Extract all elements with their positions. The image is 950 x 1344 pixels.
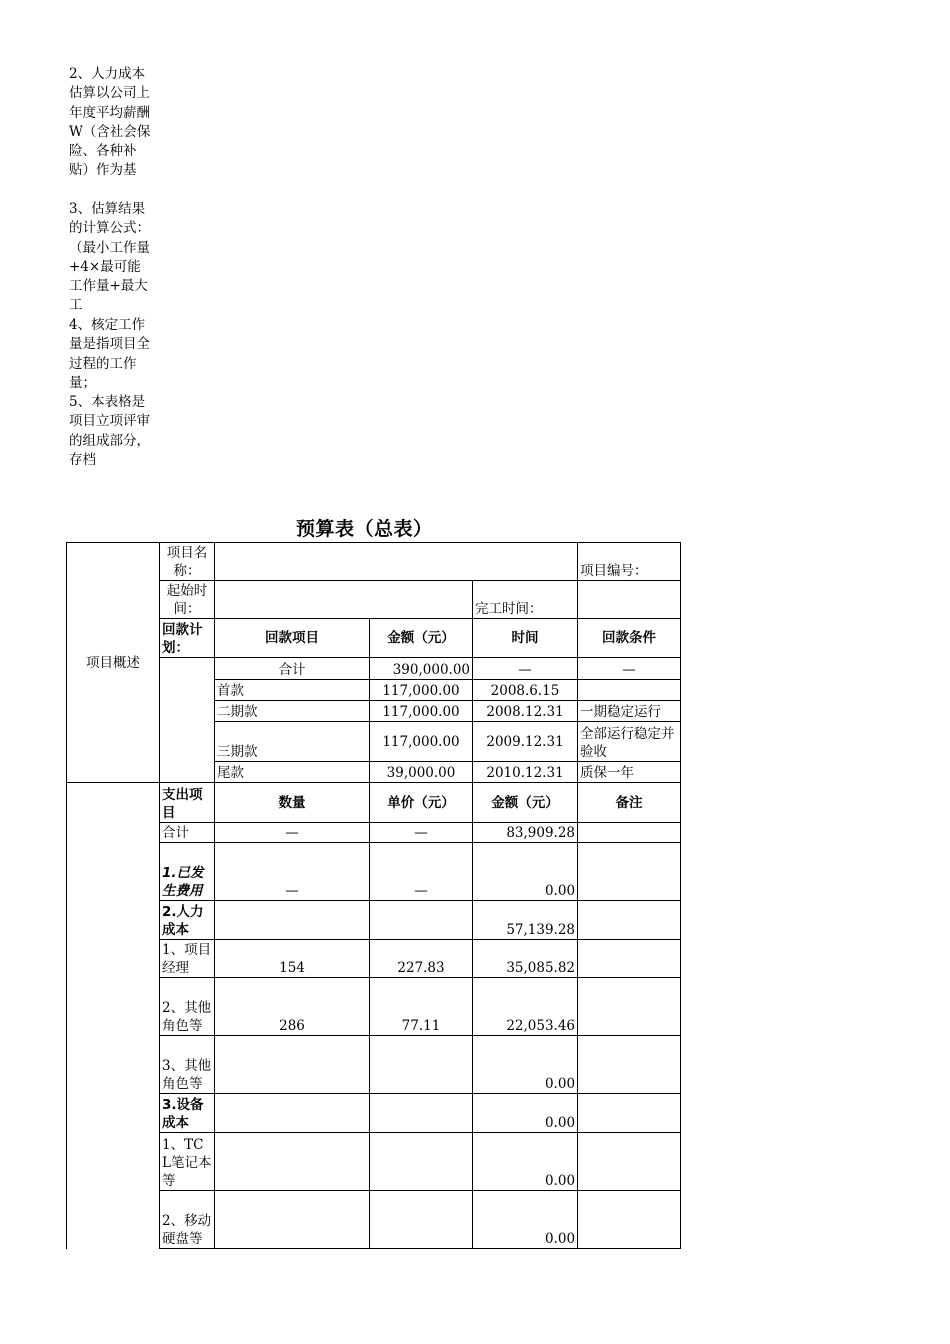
payment-amount: 117,000.00 — [370, 722, 473, 762]
payment-amount: 390,000.00 — [370, 658, 473, 680]
table-row — [67, 940, 681, 978]
payment-time: 2009.12.31 — [473, 722, 578, 762]
payment-amount: 39,000.00 — [370, 762, 473, 783]
payment-cond — [578, 680, 681, 701]
project-name-label: 项目名称： — [160, 543, 215, 581]
payment-plan-label: 回款计划： — [160, 619, 215, 658]
table-row — [67, 1036, 681, 1094]
payment-item: 三期款 — [215, 722, 370, 762]
note-5: 5、本表格是项目立项评审的组成部分，存档 — [69, 394, 150, 468]
payment-time: 2010.12.31 — [473, 762, 578, 783]
table-row — [67, 901, 681, 940]
expense-item: 2.人力成本 — [160, 901, 215, 940]
expense-note — [578, 1036, 681, 1094]
expense-price — [370, 1094, 473, 1133]
expense-qty — [215, 1036, 370, 1094]
expense-amount: 83,909.28 — [473, 823, 578, 843]
payment-col-amount: 金额（元） — [370, 619, 473, 658]
expense-qty — [215, 1191, 370, 1249]
payment-cond: 一期稳定运行 — [578, 701, 681, 722]
expense-amount: 0.00 — [473, 1094, 578, 1133]
expense-amount: 22,053.46 — [473, 978, 578, 1036]
payment-time: 2008.12.31 — [473, 701, 578, 722]
payment-blank-cell — [160, 658, 215, 783]
project-name-value[interactable] — [215, 543, 578, 581]
expense-item: 2、移动硬盘等 — [160, 1191, 215, 1249]
expense-item: 合计 — [160, 823, 215, 843]
expense-amount: 0.00 — [473, 1133, 578, 1191]
expense-note — [578, 901, 681, 940]
payment-header-row — [67, 619, 681, 658]
expense-amount: 0.00 — [473, 1191, 578, 1249]
note-2: 2、人力成本估算以公司上年度平均薪酬W（含社会保险、各种补贴）作为基 — [69, 66, 151, 179]
expense-price: 227.83 — [370, 940, 473, 978]
start-time-label: 起始时间： — [160, 581, 215, 619]
table-row — [67, 1133, 681, 1191]
expense-col-qty: 数量 — [215, 783, 370, 823]
expense-note — [578, 978, 681, 1036]
table-row — [67, 658, 681, 680]
expense-item: 2、其他角色等 — [160, 978, 215, 1036]
start-time-value[interactable] — [215, 581, 473, 619]
end-time-label: 完工时间： — [473, 581, 578, 619]
budget-table — [66, 542, 681, 1249]
expense-price: 77.11 — [370, 978, 473, 1036]
expense-amount: 0.00 — [473, 843, 578, 901]
expense-col-note: 备注 — [578, 783, 681, 823]
payment-col-item: 回款项目 — [215, 619, 370, 658]
expense-item: 3、其他角色等 — [160, 1036, 215, 1094]
expense-note — [578, 1094, 681, 1133]
expense-amount: 0.00 — [473, 1036, 578, 1094]
note-3: 3、估算结果的计算公式：（最小工作量+4×最可能工作量+最大工 — [69, 201, 150, 314]
project-name-row — [67, 543, 681, 581]
table-row — [67, 1094, 681, 1133]
expense-qty — [215, 901, 370, 940]
payment-cond: — — [578, 658, 681, 680]
notes-column — [69, 65, 153, 470]
expense-amount: 35,085.82 — [473, 940, 578, 978]
payment-amount: 117,000.00 — [370, 680, 473, 701]
expense-price: — — [370, 843, 473, 901]
payment-item: 尾款 — [215, 762, 370, 783]
expense-price: — — [370, 823, 473, 843]
expense-price — [370, 1191, 473, 1249]
expense-qty — [215, 1133, 370, 1191]
project-no-label: 项目编号： — [578, 543, 681, 581]
expense-col-item: 支出项目 — [160, 783, 215, 823]
expense-note — [578, 1191, 681, 1249]
payment-col-time: 时间 — [473, 619, 578, 658]
payment-cond: 质保一年 — [578, 762, 681, 783]
table-row — [67, 978, 681, 1036]
expense-item: 1.已发生费用 — [160, 843, 215, 901]
expense-col-price: 单价（元） — [370, 783, 473, 823]
expense-qty — [215, 1094, 370, 1133]
expense-qty: 286 — [215, 978, 370, 1036]
table-row — [67, 823, 681, 843]
expense-price — [370, 1133, 473, 1191]
expense-note — [578, 1133, 681, 1191]
table-row — [67, 843, 681, 901]
expense-item: 3.设备成本 — [160, 1094, 215, 1133]
expense-item: 1、项目经理 — [160, 940, 215, 978]
expense-note — [578, 843, 681, 901]
overview-section-label: 项目概述 — [67, 543, 160, 783]
table-row — [67, 1191, 681, 1249]
expense-qty: — — [215, 823, 370, 843]
expense-qty: 154 — [215, 940, 370, 978]
expense-section-label — [67, 783, 160, 1249]
expense-price — [370, 901, 473, 940]
expense-col-amount: 金额（元） — [473, 783, 578, 823]
expense-note — [578, 940, 681, 978]
end-time-value[interactable] — [578, 581, 681, 619]
payment-amount: 117,000.00 — [370, 701, 473, 722]
payment-col-cond: 回款条件 — [578, 619, 681, 658]
expense-header-row — [67, 783, 681, 823]
expense-qty: — — [215, 843, 370, 901]
note-4: 4、核定工作量是指项目全过程的工作量； — [69, 317, 150, 391]
expense-item: 1、TCL笔记本等 — [160, 1133, 215, 1191]
expense-price — [370, 1036, 473, 1094]
page-title: 预算表（总表） — [296, 518, 433, 540]
expense-note — [578, 823, 681, 843]
payment-time: — — [473, 658, 578, 680]
expense-amount: 57,139.28 — [473, 901, 578, 940]
payment-cond: 全部运行稳定并验收 — [578, 722, 681, 762]
payment-item: 合计 — [215, 658, 370, 680]
payment-time: 2008.6.15 — [473, 680, 578, 701]
payment-item: 二期款 — [215, 701, 370, 722]
time-row — [67, 581, 681, 619]
payment-item: 首款 — [215, 680, 370, 701]
